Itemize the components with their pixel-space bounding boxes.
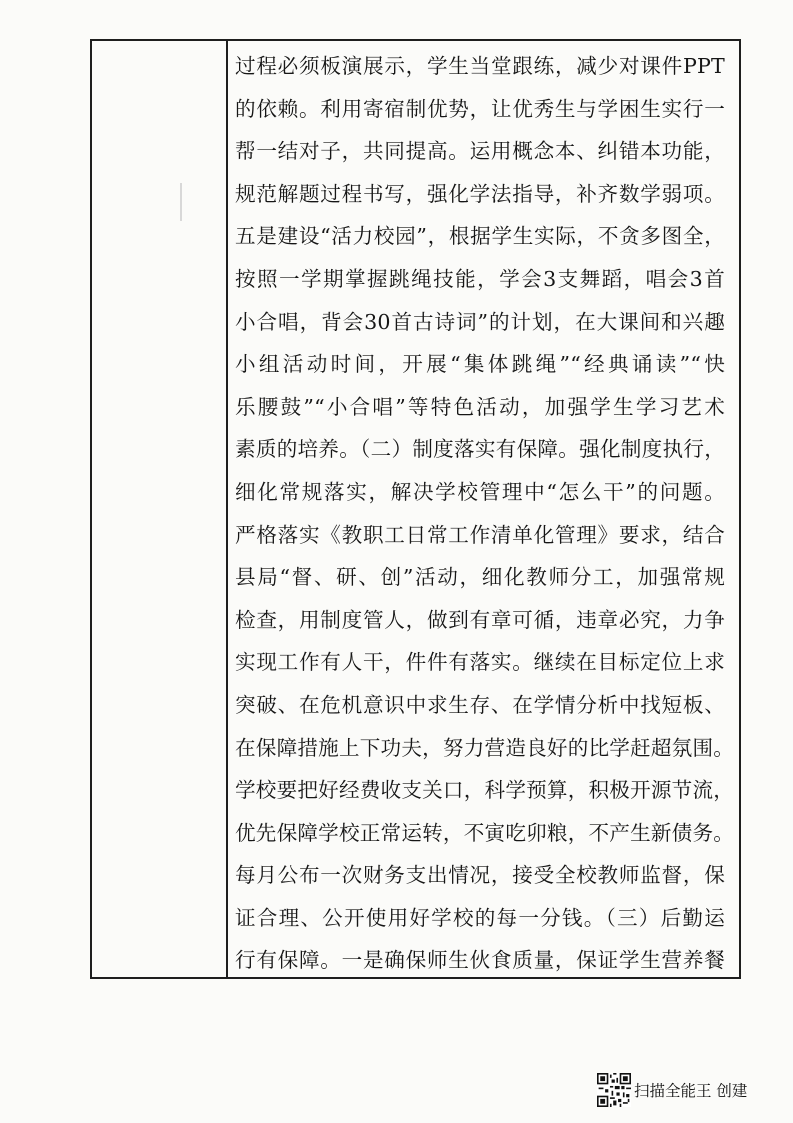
- text-line: 按照一学期掌握跳绳技能，学会3支舞蹈，唱会3首: [235, 266, 725, 291]
- document-table: [90, 39, 741, 979]
- brand-text: 扫描全能王 创建: [634, 1082, 748, 1100]
- body-text-block: [235, 45, 735, 982]
- text-line: 细化常规落实，解决学校管理中“怎么干”的问题。: [235, 479, 725, 504]
- text-line: 行有保障。一是确保师生伙食质量，保证学生营养餐: [235, 948, 725, 973]
- text-line: 优先保障学校正常运转，不寅吃卯粮，不产生新债务。: [235, 820, 735, 845]
- text-line: 每月公布一次财务支出情况，接受全校教师监督，保: [235, 863, 725, 888]
- text-line: 小合唱，背会30首古诗词”的计划，在大课间和兴趣: [235, 309, 725, 334]
- text-line: 学校要把好经费收支关口，科学预算，积极开源节流，: [235, 778, 735, 803]
- scan-artifact: [180, 183, 182, 221]
- text-line: 乐腰鼓”“小合唱”等特色活动，加强学生学习艺术: [235, 394, 725, 419]
- text-line: 实现工作有人干，件件有落实。继续在目标定位上求: [235, 650, 725, 675]
- qr-code-icon: [597, 1073, 631, 1107]
- text-line: 小组活动时间，开展“集体跳绳”“经典诵读”“快: [235, 352, 725, 377]
- label-column-cell: [92, 41, 228, 977]
- text-line: 县局“督、研、创”活动，细化教师分工，加强常规: [235, 565, 725, 590]
- text-line: 突破、在危机意识中求生存、在学情分析中找短板、: [235, 692, 725, 717]
- text-line: 在保障措施上下功夫，努力营造良好的比学赶超氛围。: [235, 735, 735, 760]
- camscanner-watermark: [597, 1073, 747, 1107]
- text-line: 帮一结对子，共同提高。运用概念本、纠错本功能，: [235, 139, 725, 164]
- text-line: 五是建设“活力校园”，根据学生实际，不贪多图全，: [235, 224, 725, 249]
- text-line: 过程必须板演展示，学生当堂跟练，减少对课件PPT: [235, 54, 725, 78]
- text-line: 的依赖。利用寄宿制优势，让优秀生与学困生实行一: [235, 96, 725, 121]
- text-line: 素质的培养。（二）制度落实有保障。强化制度执行，: [235, 437, 725, 462]
- text-line: 证合理、公开使用好学校的每一分钱。（三）后勤运: [235, 905, 725, 930]
- text-line: 检查，用制度管人，做到有章可循，违章必究，力争: [235, 607, 725, 632]
- text-line: 规范解题过程书写，强化学法指导，补齐数学弱项。: [235, 181, 725, 206]
- text-line: 严格落实《教职工日常工作清单化管理》要求，结合: [235, 522, 725, 547]
